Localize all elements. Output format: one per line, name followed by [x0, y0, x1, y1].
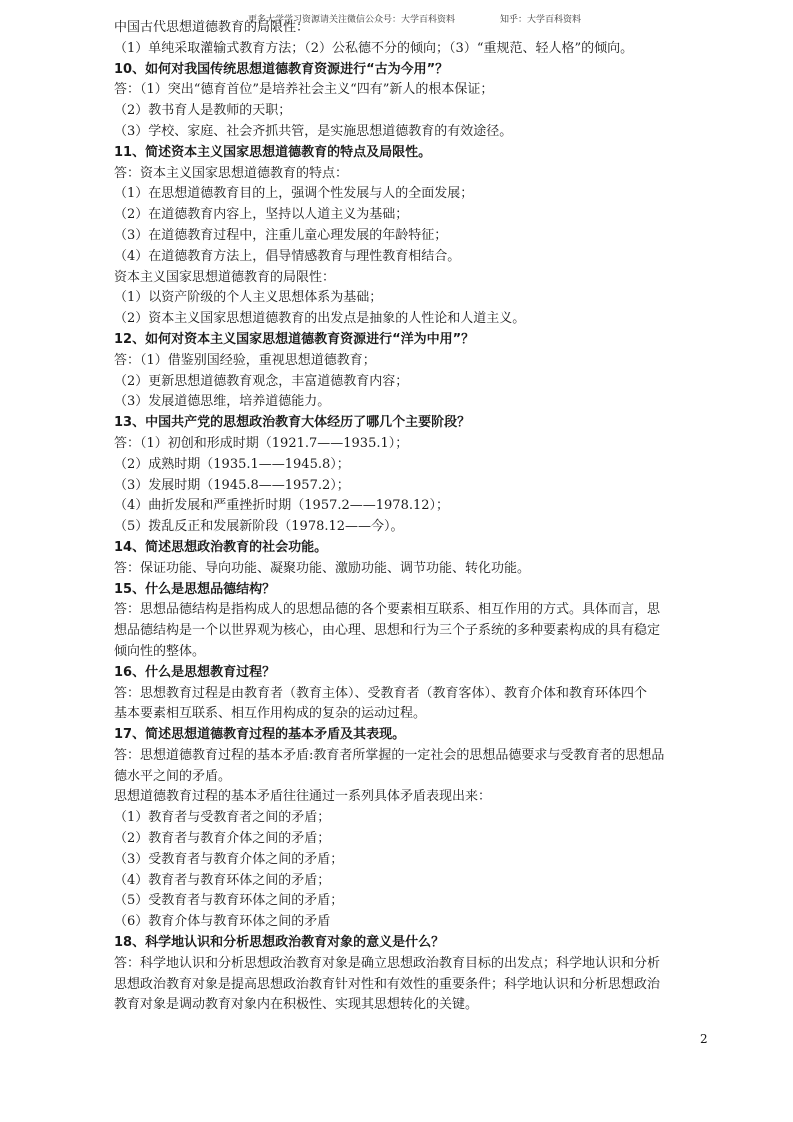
text-line: （4）在道德教育方法上，倡导情感教育与理性教育相结合。 [114, 248, 461, 264]
text-line: （6）教育介体与教育环体之间的矛盾 [114, 914, 331, 930]
text-line: （4）教育者与教育环体之间的矛盾； [114, 872, 331, 888]
text-line: （2）成熟时期（1935.1——1945.8）； [114, 456, 350, 472]
question-heading: 14、简述思想政治教育的社会功能。 [114, 539, 328, 555]
text-line: 答：科学地认识和分析思想政治教育对象是确立思想政治教育目标的出发点；科学地认识和分析 [114, 955, 661, 971]
question-heading: 11、简述资本主义国家思想道德教育的特点及局限性。 [114, 144, 432, 160]
text-line: （1）教育者与受教育者之间的矛盾； [114, 810, 331, 826]
question-heading: 15、什么是思想品德结构？ [114, 581, 276, 597]
text-line: 答：思想教育过程是由教育者（教育主体）、受教育者（教育客体）、教育介体和教育环体四个 [114, 685, 648, 701]
text-line: （2）教书育人是教师的天职； [114, 103, 292, 119]
text-line: 思想道德教育过程的基本矛盾往往通过一系列具体矛盾表现出来： [114, 789, 492, 805]
text-line: （2）更新思想道德教育观念，丰富道德教育内容； [114, 373, 409, 389]
text-line: （2）教育者与教育介体之间的矛盾； [114, 831, 331, 847]
text-line: （3）在道德教育过程中，注重儿童心理发展的年龄特征； [114, 227, 448, 243]
text-line: 基本要素相互联系、相互作用构成的复杂的运动过程。 [114, 706, 427, 722]
question-heading: 16、什么是思想教育过程？ [114, 664, 276, 680]
text-line: 德水平之间的矛盾。 [114, 768, 232, 784]
text-line: （5）受教育者与教育环体之间的矛盾； [114, 893, 344, 909]
text-line: （1）以资产阶级的个人主义思想体系为基础； [114, 290, 383, 306]
text-line: （4）曲折发展和严重挫折时期（1957.2——1978.12）； [114, 498, 450, 514]
text-line: （5）拨乱反正和发展新阶段（1978.12——今）。 [114, 519, 404, 535]
text-line: 倾向性的整体。 [114, 643, 206, 659]
text-line: （3）受教育者与教育介体之间的矛盾； [114, 851, 344, 867]
text-line: 答：（1）借鉴别国经验，重视思想道德教育； [114, 352, 376, 368]
text-line: 答：（1）突出“德育首位”是培养社会主义“四有”新人的根本保证； [114, 82, 494, 98]
text-line: 思想政治教育对象是提高思想政治教育针对性和有效性的重要条件；科学地认识和分析思想政治 [114, 976, 661, 992]
text-line: 答：保证功能、导向功能、凝聚功能、激励功能、调节功能、转化功能。 [114, 560, 531, 576]
text-line: 答：思想品德结构是指构成人的思想品德的各个要素相互联系、相互作用的方式。具体而言，思 [114, 602, 661, 618]
header-zhihu-note: 知乎：大学百科资料 [500, 15, 582, 25]
text-line: 资本主义国家思想道德教育的局限性： [114, 269, 336, 285]
header-wechat-note: 更多大学学习资源请关注微信公众号：大学百科资料 [248, 15, 456, 25]
question-heading: 17、简述思想道德教育过程的基本矛盾及其表现。 [114, 727, 406, 743]
text-line: 教育对象是调动教育对象内在积极性、实现其思想转化的关键。 [114, 997, 479, 1013]
text-line: （3）学校、家庭、社会齐抓共管，是实施思想道德教育的有效途径。 [114, 123, 513, 139]
question-heading: 13、中国共产党的思想政治教育大体经历了哪几个主要阶段？ [114, 415, 471, 431]
text-line: （1）单纯采取灌输式教育方法；（2）公私德不分的倾向；（3）“重规范、轻人格”的倾向。 [114, 40, 634, 56]
question-heading: 10、如何对我国传统思想道德教育资源进行“古为今用”？ [114, 61, 449, 77]
text-line: （2）资本主义国家思想道德教育的出发点是抽象的人性论和人道主义。 [114, 311, 526, 327]
text-line: （2）在道德教育内容上，坚持以人道主义为基础； [114, 207, 409, 223]
text-line: 中国古代思想道德教育的局限性： [114, 20, 310, 35]
document-body [114, 18, 712, 1016]
text-line: 答：（1）初创和形成时期（1921.7——1935.1）； [114, 435, 409, 451]
question-heading: 18、科学地认识和分析思想政治教育对象的意义是什么？ [114, 935, 445, 951]
text-line: 答：思想道德教育过程的基本矛盾:教育者所掌握的一定社会的思想品德要求与受教育者的思想品 [114, 747, 665, 763]
text-line: （1）在思想道德教育目的上，强调个性发展与人的全面发展； [114, 186, 474, 202]
text-line: 想品德结构是一个以世界观为核心，由心理、思想和行为三个子系统的多种要素构成的具有稳定 [114, 623, 661, 639]
page-number: 2 [700, 1032, 708, 1046]
question-heading: 12、如何对资本主义国家思想道德教育资源进行“洋为中用”？ [114, 331, 475, 347]
text-line: 答：资本主义国家思想道德教育的特点： [114, 165, 349, 181]
text-line: （3）发展时期（1945.8——1957.2）； [114, 477, 350, 493]
text-line: （3）发展道德思维，培养道德能力。 [114, 394, 331, 410]
